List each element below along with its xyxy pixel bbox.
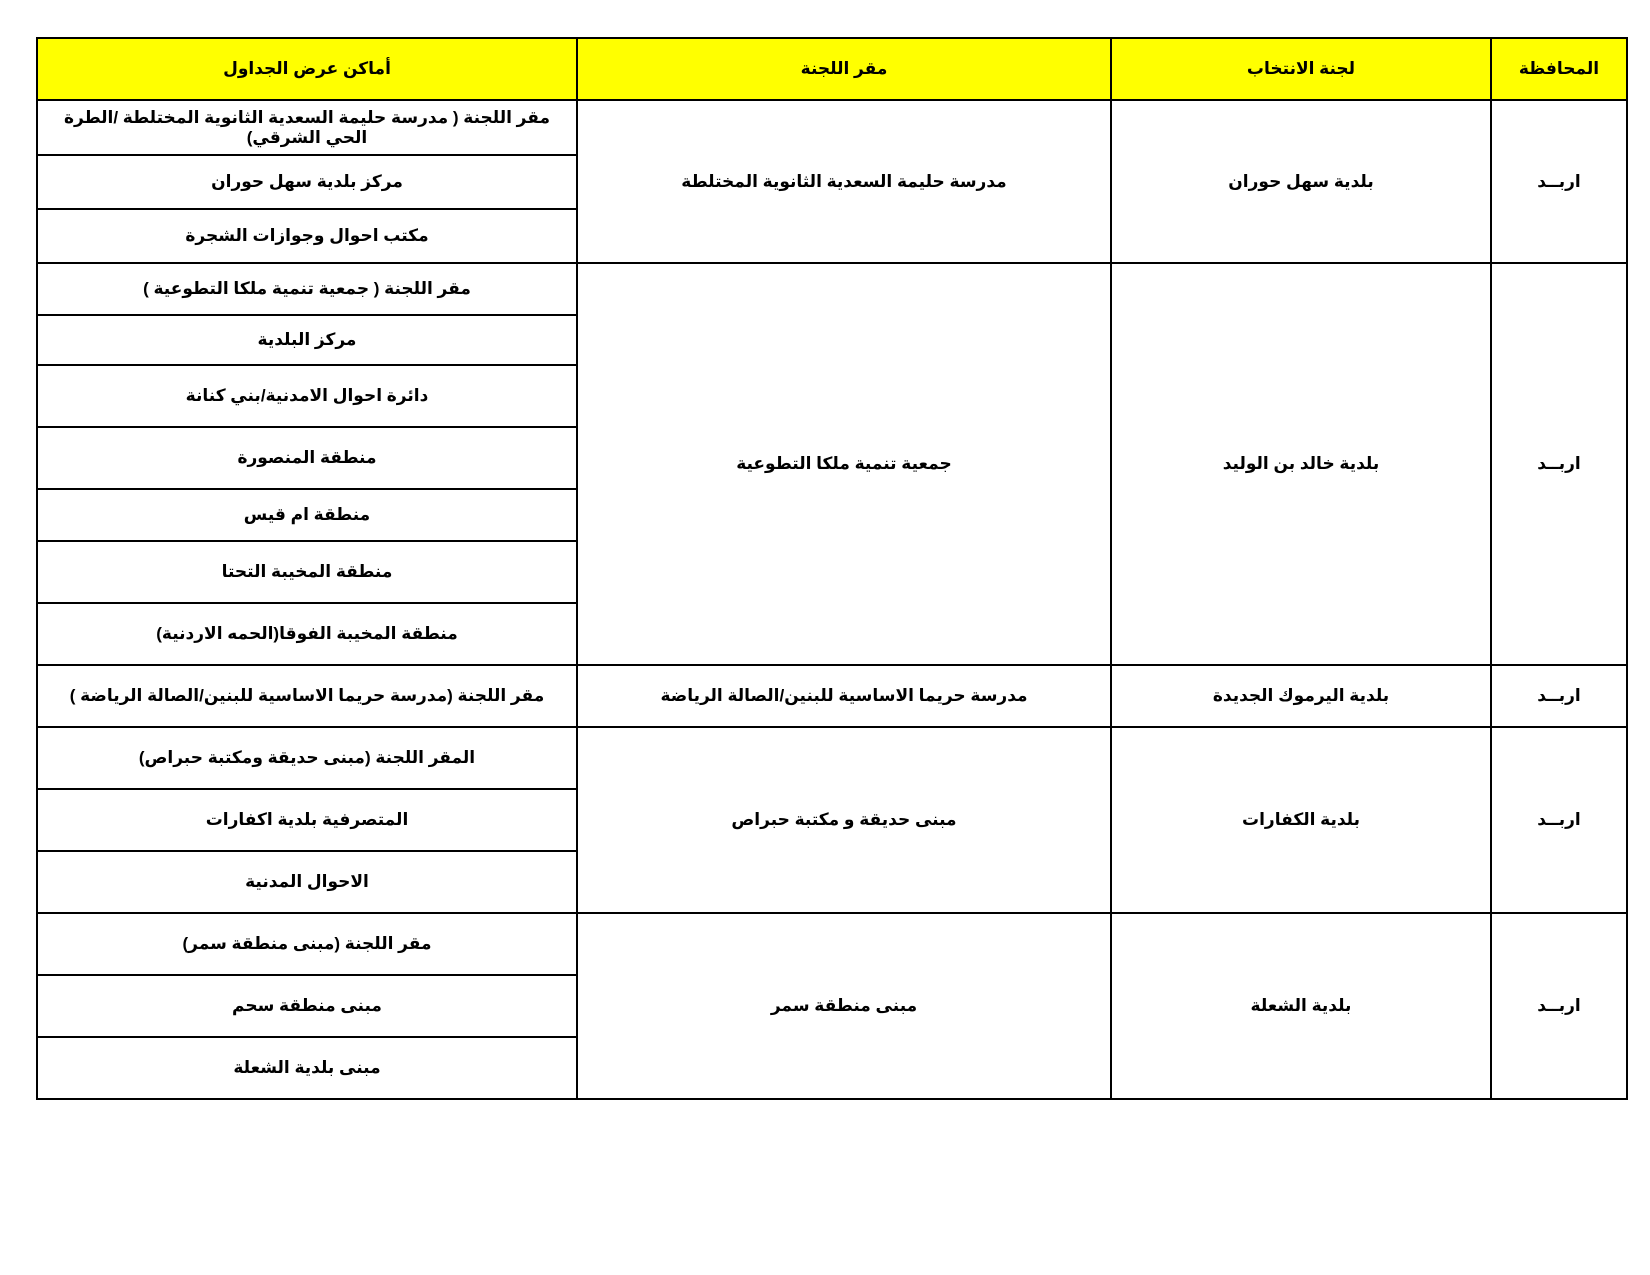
governorate-cell: اربــد — [1491, 263, 1627, 665]
place-cell: مكتب احوال وجوازات الشجرة — [37, 209, 577, 263]
header-places: أماكن عرض الجداول — [37, 38, 577, 100]
hq-cell: مبنى منطقة سمر — [577, 913, 1111, 1099]
place-cell: الاحوال المدنية — [37, 851, 577, 913]
governorate-cell: اربــد — [1491, 727, 1627, 913]
place-cell: دائرة احوال الامدنية/بني كنانة — [37, 365, 577, 427]
governorate-cell: اربــد — [1491, 100, 1627, 263]
polling-table — [36, 37, 1628, 1100]
place-cell: مركز البلدية — [37, 315, 577, 365]
committee-cell: بلدية الكفارات — [1111, 727, 1491, 913]
place-cell: منطقة ام قيس — [37, 489, 577, 541]
hq-cell: جمعية تنمية ملكا التطوعية — [577, 263, 1111, 665]
header-governorate: المحافظة — [1491, 38, 1627, 100]
place-cell: المتصرفية بلدية اكفارات — [37, 789, 577, 851]
place-cell: منطقة المنصورة — [37, 427, 577, 489]
hq-cell: مدرسة حليمة السعدية الثانوية المختلطة — [577, 100, 1111, 263]
header-election-committee: لجنة الانتخاب — [1111, 38, 1491, 100]
place-cell: مقر اللجنة ( مدرسة حليمة السعدية الثانوية المختلطة /الطرة الحي الشرقي) — [37, 100, 577, 155]
place-cell: منطقة المخيبة الفوقا(الحمه الاردنية) — [37, 603, 577, 665]
place-cell: مقر اللجنة (مدرسة حريما الاساسية للبنين/الصالة الرياضة ) — [37, 665, 577, 727]
committee-cell: بلدية الشعلة — [1111, 913, 1491, 1099]
governorate-cell: اربــد — [1491, 913, 1627, 1099]
table-row — [37, 727, 1627, 789]
place-cell: مركز بلدية سهل حوران — [37, 155, 577, 209]
header-committee-hq: مقر اللجنة — [577, 38, 1111, 100]
place-cell: مقر اللجنة ( جمعية تنمية ملكا التطوعية ) — [37, 263, 577, 315]
governorate-cell: اربــد — [1491, 665, 1627, 727]
committee-cell: بلدية اليرموك الجديدة — [1111, 665, 1491, 727]
place-cell: مبنى منطقة سحم — [37, 975, 577, 1037]
place-cell: منطقة المخيبة التحتا — [37, 541, 577, 603]
hq-cell: مدرسة حريما الاساسية للبنين/الصالة الرياضة — [577, 665, 1111, 727]
table-row — [37, 263, 1627, 315]
committee-cell: بلدية خالد بن الوليد — [1111, 263, 1491, 665]
table-row — [37, 913, 1627, 975]
header-row — [37, 38, 1627, 100]
place-cell: المقر اللجنة (مبنى حديقة ومكتبة حبراص) — [37, 727, 577, 789]
committee-cell: بلدية سهل حوران — [1111, 100, 1491, 263]
table-row — [37, 100, 1627, 155]
place-cell: مبنى بلدية الشعلة — [37, 1037, 577, 1099]
hq-cell: مبنى حديقة و مكتبة حبراص — [577, 727, 1111, 913]
place-cell: مقر اللجنة (مبنى منطقة سمر) — [37, 913, 577, 975]
table-row — [37, 665, 1627, 727]
